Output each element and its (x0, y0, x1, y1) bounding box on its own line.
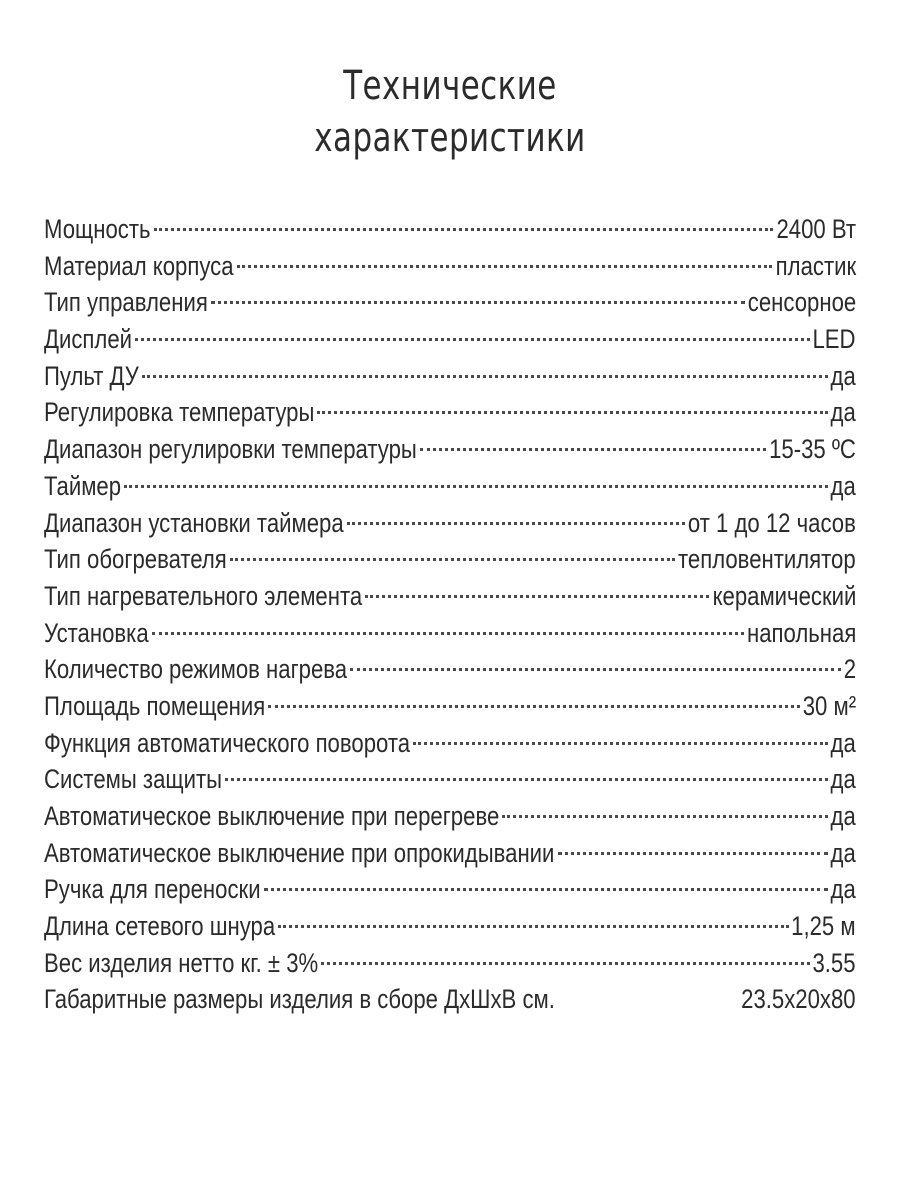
spec-row (44, 321, 856, 358)
dot-leader (154, 228, 774, 231)
spec-value: да (830, 874, 856, 905)
spec-value: да (830, 727, 856, 758)
spec-label: Пульт ДУ (44, 360, 139, 391)
spec-list (44, 211, 856, 1018)
page-title (63, 60, 837, 164)
spec-label: Установка (44, 617, 149, 648)
spec-value: 23.5x20x80 (741, 984, 856, 1015)
spec-row (44, 908, 856, 945)
spec-value: 2 (843, 654, 856, 685)
spec-label: Автоматическое выключение при перегреве (44, 801, 500, 831)
spec-value: пластик (775, 250, 856, 281)
spec-label: Автоматическое выключение при опрокидывании (44, 837, 555, 868)
spec-label: Длина сетевого шнура (44, 911, 276, 942)
dot-leader (225, 778, 828, 781)
spec-row (44, 945, 856, 982)
spec-value: 30 м² (802, 690, 856, 721)
dot-leader (237, 265, 773, 268)
spec-row (44, 651, 856, 688)
page-title-line-1: Технические (343, 63, 557, 109)
dot-leader (365, 595, 709, 598)
spec-row (44, 615, 856, 652)
spec-label: Габаритные размеры изделия в сборе ДхШхВ см. (44, 984, 555, 1015)
dot-leader (211, 301, 745, 304)
spec-label: Функция автоматического поворота (44, 727, 411, 758)
dot-leader (268, 705, 799, 708)
spec-label: Площадь помещения (44, 690, 266, 721)
dot-leader (420, 448, 766, 451)
dot-leader (278, 925, 788, 928)
spec-value: от 1 до 12 часов (688, 507, 856, 538)
spec-row (44, 284, 856, 321)
dot-leader (264, 888, 828, 891)
spec-row (44, 394, 856, 431)
spec-value: тепловентилятор (678, 544, 856, 575)
spec-row (44, 505, 856, 542)
spec-label: Количество режимов нагрева (44, 654, 348, 685)
spec-value: 1,25 м (791, 911, 856, 942)
spec-value: напольная (746, 617, 856, 648)
spec-row (44, 798, 856, 835)
dot-leader (558, 852, 828, 855)
spec-label: Ручка для переноски (44, 874, 261, 905)
spec-row (44, 688, 856, 725)
dot-leader (347, 522, 685, 525)
spec-value: да (830, 470, 856, 501)
spec-row (44, 468, 856, 505)
spec-label: Вес изделия нетто кг. ± 3% (44, 947, 319, 978)
dot-leader (350, 668, 841, 671)
spec-label: Диапазон установки таймера (44, 507, 344, 538)
spec-value: да (830, 764, 856, 795)
dot-leader (413, 742, 828, 745)
spec-label: Тип управления (44, 287, 208, 318)
spec-value: 15-35 ºC (769, 434, 856, 465)
dot-leader (502, 815, 827, 818)
spec-row (44, 761, 856, 798)
spec-value: да (830, 837, 856, 868)
spec-row (44, 431, 856, 468)
spec-row (44, 835, 856, 872)
spec-label: Диапазон регулировки температуры (44, 434, 417, 465)
spec-value: 2400 Вт (776, 214, 856, 244)
spec-label: Мощность (44, 214, 151, 244)
spec-label: Тип нагревательного элемента (44, 580, 363, 611)
spec-label: Таймер (44, 470, 122, 501)
dot-leader (135, 338, 810, 341)
dot-leader (230, 558, 676, 561)
spec-value: LED (812, 324, 856, 355)
dot-leader (142, 375, 828, 378)
spec-row (44, 358, 856, 395)
spec-value: да (830, 360, 856, 391)
dot-leader (321, 962, 810, 965)
spec-row (44, 211, 856, 248)
page-title-line-2: характеристики (314, 115, 586, 161)
spec-value: да (830, 397, 856, 428)
dot-leader (558, 998, 739, 1001)
spec-value: да (830, 801, 856, 831)
spec-label: Тип обогревателя (44, 544, 227, 575)
spec-row (44, 725, 856, 762)
spec-value: сенсорное (747, 287, 856, 318)
spec-label: Дисплей (44, 324, 133, 355)
spec-row (44, 248, 856, 285)
spec-row (44, 871, 856, 908)
spec-label: Регулировка температуры (44, 397, 315, 428)
dot-leader (152, 632, 744, 635)
spec-value: керамический (712, 580, 856, 611)
spec-label: Системы защиты (44, 764, 223, 795)
spec-label: Материал корпуса (44, 250, 234, 281)
spec-row (44, 578, 856, 615)
spec-row (44, 541, 856, 578)
spec-row (44, 981, 856, 1018)
spec-value: 3.55 (812, 947, 856, 978)
dot-leader (124, 485, 828, 488)
dot-leader (317, 411, 827, 414)
